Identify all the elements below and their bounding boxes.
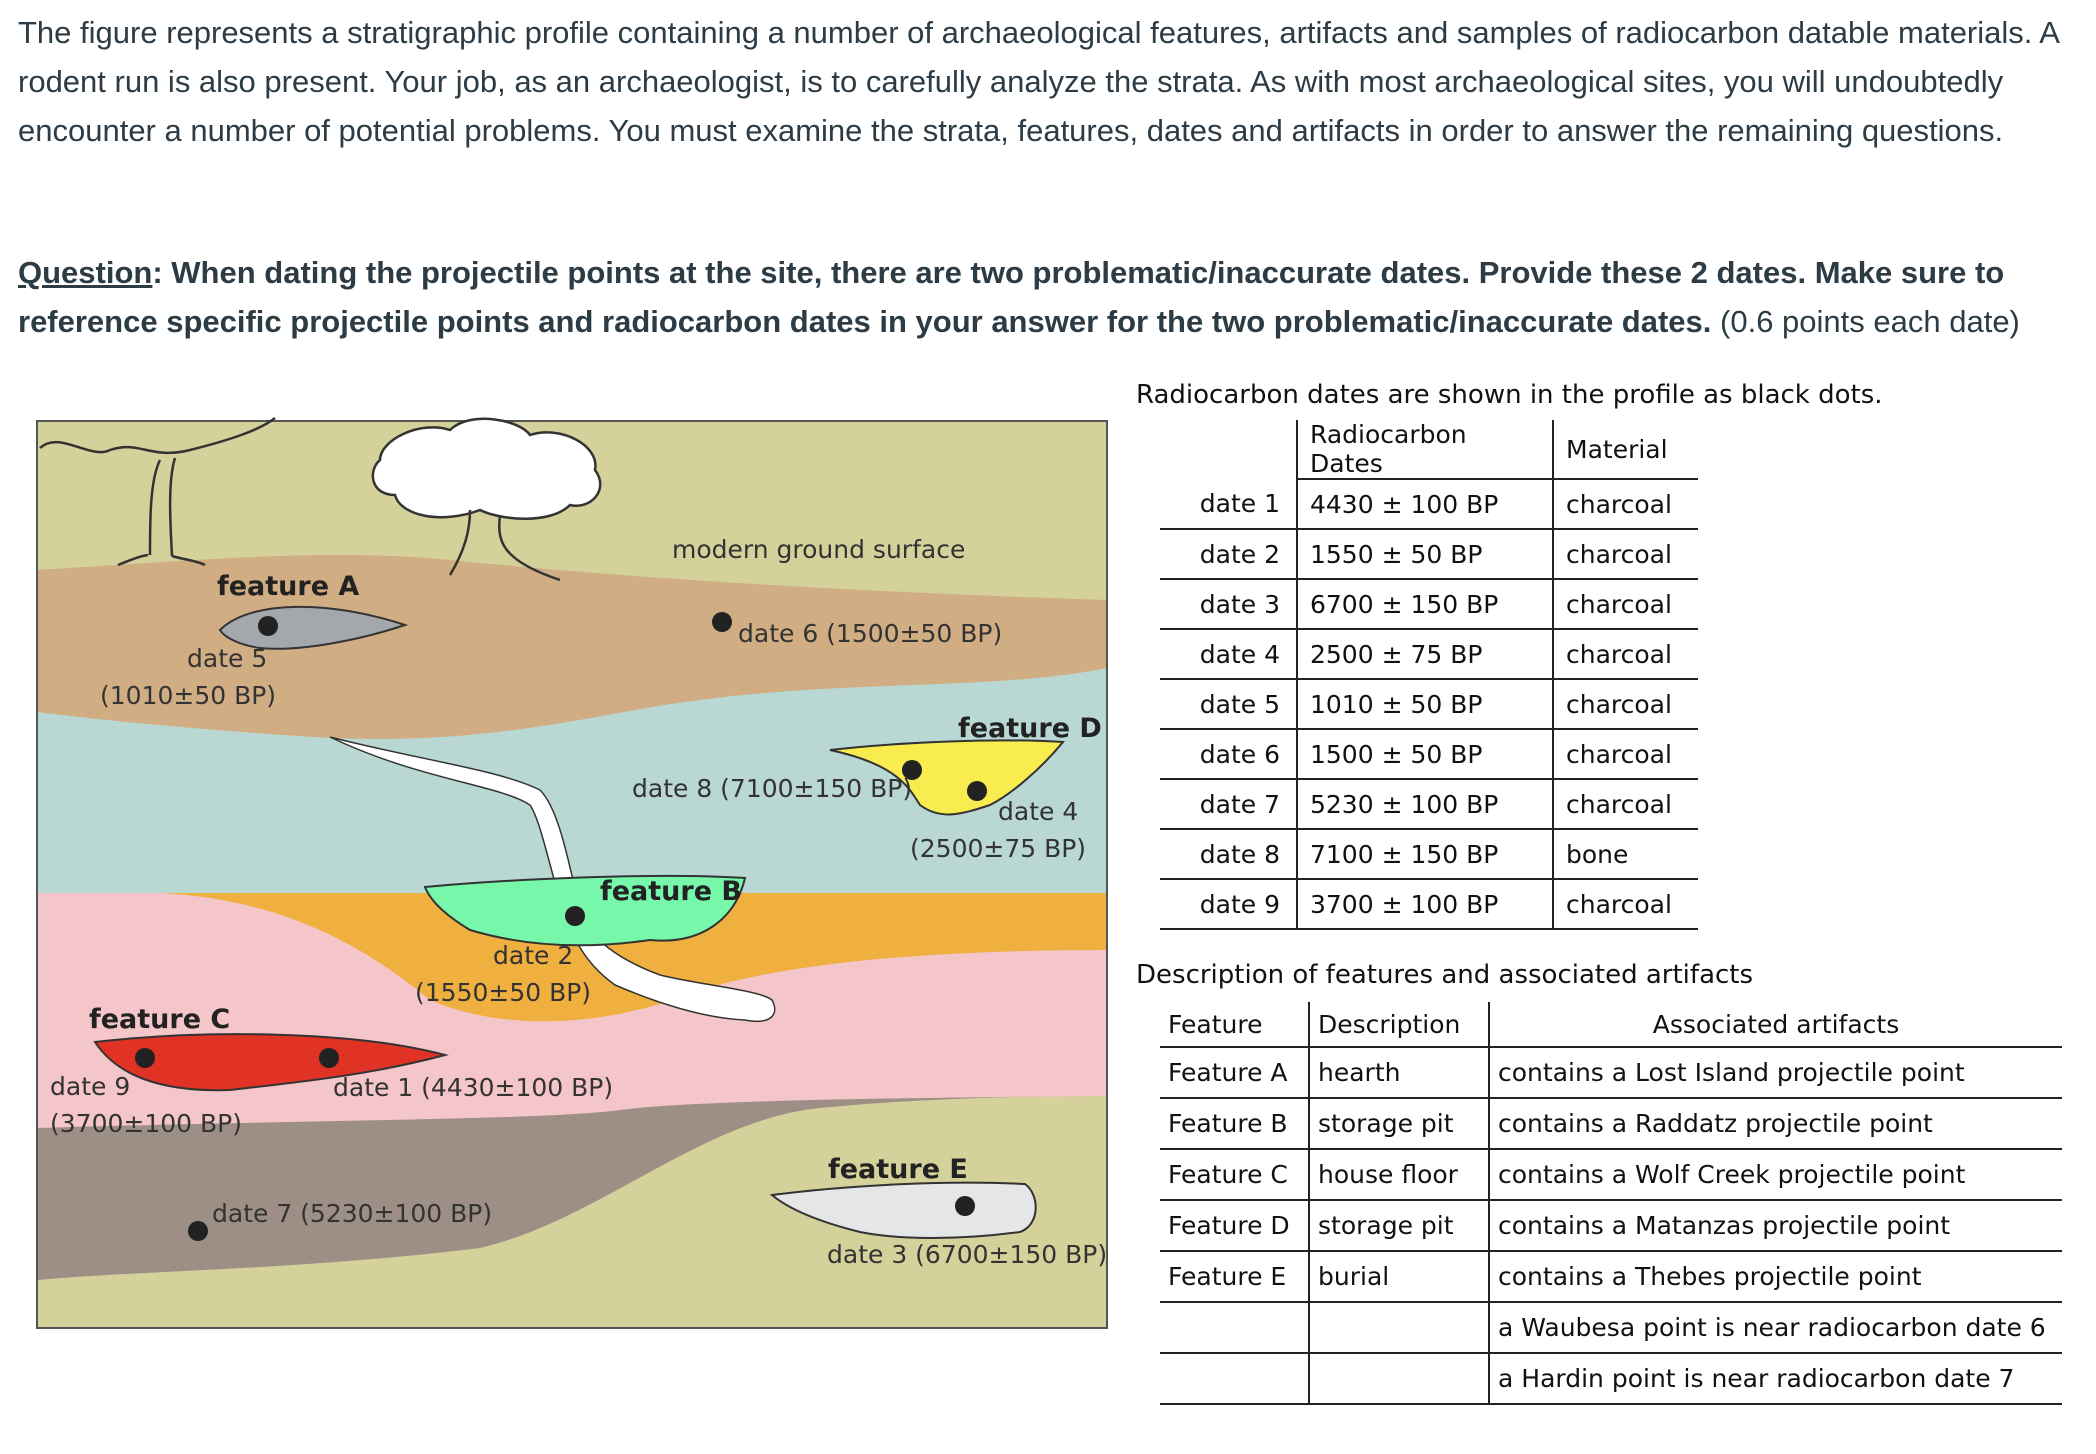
date-9-dot [135,1048,155,1068]
radiocarbon-title: Radiocarbon dates are shown in the profile as black dots. [1136,380,1883,410]
header-material: Material [1553,420,1698,479]
date-7-dot [188,1221,208,1241]
features-table-body [1160,1047,2062,1404]
feature-a-label: feature A [217,571,360,602]
radiocarbon-value-cell: 1010 ± 50 BP [1297,679,1553,729]
date-5-dot [258,616,278,636]
date-cell: date 4 [1160,629,1297,679]
question-colon: : [152,255,163,290]
feature-cell: Feature D [1160,1200,1309,1251]
header-feature: Feature [1160,1002,1309,1047]
description-cell: burial [1309,1251,1489,1302]
date-4-label: date 4 [998,797,1079,826]
feature-cell: Feature B [1160,1098,1309,1149]
header-empty-cell [1160,420,1297,479]
date-5-label: date 5 [187,644,268,673]
feature-c-label: feature C [89,1004,231,1035]
artifacts-cell: contains a Lost Island projectile point [1489,1047,2062,1098]
table-row [1160,1149,2062,1200]
table-row [1160,1047,2062,1098]
features-table [1160,1002,2062,1405]
table-row [1160,1098,2062,1149]
feature-cell [1160,1353,1309,1404]
feature-d-label: feature D [958,713,1102,744]
material-cell: charcoal [1553,779,1698,829]
table-header-row [1160,1002,2062,1047]
table-row [1160,1353,2062,1404]
description-cell: hearth [1309,1047,1489,1098]
date-3-dot [955,1196,975,1216]
radiocarbon-value-cell: 7100 ± 150 BP [1297,829,1553,879]
table-row [1160,679,1698,729]
feature-cell: Feature A [1160,1047,1309,1098]
date-cell: date 3 [1160,579,1297,629]
radiocarbon-value-cell: 1500 ± 50 BP [1297,729,1553,779]
question-text: When dating the projectile points at the site, there are two problematic/inaccurate dates. Provide these 2 dates. Make sure to reference specific projectile points and radiocarbon dates in your answer for the two problematic/inaccurate dates. [18,255,2005,339]
header-radiocarbon-dates: Radiocarbon Dates [1297,420,1553,479]
feature-e-label: feature E [828,1154,968,1185]
date-9-value: (3700±100 BP) [50,1109,242,1138]
table-row [1160,1200,2062,1251]
artifacts-cell: contains a Matanzas projectile point [1489,1200,2062,1251]
feature-cell: Feature E [1160,1251,1309,1302]
feature-b-label: feature B [600,876,743,907]
date-6-label: date 6 (1500±50 BP) [738,619,1003,648]
table-row [1160,779,1698,829]
table-row [1160,1302,2062,1353]
radiocarbon-value-cell: 5230 ± 100 BP [1297,779,1553,829]
description-cell [1309,1353,1489,1404]
date-2-dot [565,906,585,926]
artifacts-cell: contains a Wolf Creek projectile point [1489,1149,2062,1200]
date-4-dot [967,781,987,801]
date-2-value: (1550±50 BP) [415,978,592,1007]
date-cell: date 8 [1160,829,1297,879]
date-8-label: date 8 (7100±150 BP) [632,774,913,803]
material-cell: charcoal [1553,729,1698,779]
radiocarbon-value-cell: 2500 ± 75 BP [1297,629,1553,679]
date-9-label: date 9 [50,1072,131,1101]
date-3-label: date 3 (6700±150 BP) [827,1240,1108,1269]
table-header-row [1160,420,1698,479]
material-cell: bone [1553,829,1698,879]
date-cell: date 5 [1160,679,1297,729]
table-row [1160,829,1698,879]
question-label: Question [18,255,153,290]
artifacts-cell: contains a Thebes projectile point [1489,1251,2062,1302]
radiocarbon-value-cell: 1550 ± 50 BP [1297,529,1553,579]
date-1-dot [319,1048,339,1068]
date-cell: date 6 [1160,729,1297,779]
table-row [1160,1251,2062,1302]
question-paragraph [18,248,2088,346]
radiocarbon-table-body [1160,479,1698,929]
description-cell: storage pit [1309,1200,1489,1251]
table-row [1160,529,1698,579]
date-5-value: (1010±50 BP) [100,681,277,710]
date-cell: date 9 [1160,879,1297,929]
table-row [1160,879,1698,929]
table-row [1160,729,1698,779]
date-cell: date 7 [1160,779,1297,829]
date-2-label: date 2 [493,941,574,970]
date-7-label: date 7 (5230±100 BP) [212,1199,493,1228]
material-cell: charcoal [1553,529,1698,579]
question-points: (0.6 points each date) [1711,304,2020,339]
date-1-label: date 1 (4430±100 BP) [333,1073,614,1102]
header-associated-artifacts: Associated artifacts [1489,1002,2062,1047]
table-row [1160,479,1698,529]
table-row [1160,579,1698,629]
material-cell: charcoal [1553,629,1698,679]
intro-paragraph: The figure represents a stratigraphic profile containing a number of archaeological features, artifacts and samples of radiocarbon datable materials. A rodent run is also present. Your job, as an archaeologist, is to carefully analyze the strata. As with most archaeological sites, you will undoubtedly encounter a number of potential problems. You must examine the strata, features, dates and artifacts in order to answer the remaining questions. [18,15,2059,148]
date-6-dot [712,612,732,632]
table-row [1160,629,1698,679]
date-cell: date 2 [1160,529,1297,579]
material-cell: charcoal [1553,879,1698,929]
feature-cell: Feature C [1160,1149,1309,1200]
radiocarbon-value-cell: 3700 ± 100 BP [1297,879,1553,929]
material-cell: charcoal [1553,579,1698,629]
material-cell: charcoal [1553,679,1698,729]
date-4-value: (2500±75 BP) [910,834,1087,863]
feature-cell [1160,1302,1309,1353]
material-cell: charcoal [1553,479,1698,529]
description-cell: house floor [1309,1149,1489,1200]
date-cell: date 1 [1160,479,1297,529]
artifacts-cell: a Waubesa point is near radiocarbon date 6 [1489,1302,2062,1353]
artifacts-cell: contains a Raddatz projectile point [1489,1098,2062,1149]
radiocarbon-value-cell: 6700 ± 150 BP [1297,579,1553,629]
description-cell: storage pit [1309,1098,1489,1149]
artifacts-cell: a Hardin point is near radiocarbon date 7 [1489,1353,2062,1404]
stratigraphic-profile [0,380,1140,1360]
surface-label: modern ground surface [672,535,966,564]
description-cell [1309,1302,1489,1353]
header-description: Description [1309,1002,1489,1047]
radiocarbon-value-cell: 4430 ± 100 BP [1297,479,1553,529]
features-table-title: Description of features and associated artifacts [1136,960,1754,990]
radiocarbon-table [1160,420,1698,930]
